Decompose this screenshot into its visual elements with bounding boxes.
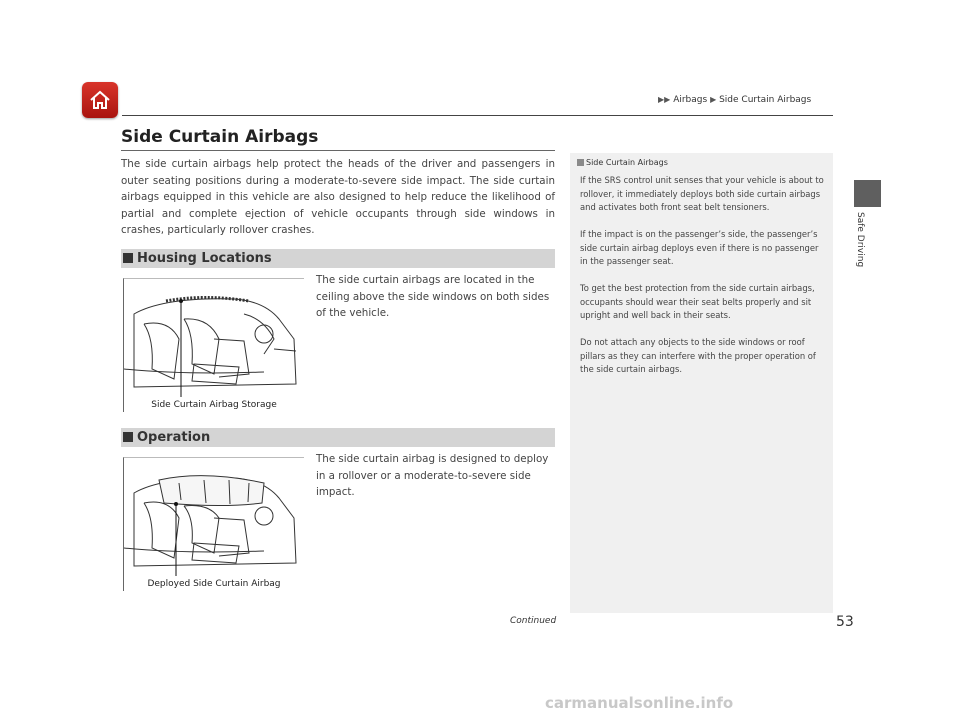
header-divider [122, 115, 833, 116]
section-heading-operation [121, 428, 555, 447]
car-interior-deployed-illustration [124, 458, 304, 591]
sidebar-body [580, 174, 825, 390]
breadcrumb-item-airbags[interactable]: Airbags [673, 95, 708, 105]
car-interior-illustration [124, 279, 304, 412]
watermark: carmanualsonline.info [545, 694, 734, 712]
home-button[interactable] [82, 82, 118, 118]
square-bullet-icon [123, 432, 133, 442]
figure-caption: Deployed Side Curtain Airbag [124, 579, 304, 589]
figure-airbag-deployed [123, 457, 304, 591]
breadcrumb-arrow-icon: ▶ [710, 95, 717, 104]
sidebar-title [577, 158, 668, 167]
sidebar-paragraph: If the impact is on the passenger’s side, the passenger’s side curtain airbag deploys even if there is no passenger in the passenger seat. [580, 229, 819, 266]
breadcrumb [658, 95, 811, 105]
chapter-tab-label[interactable]: Safe Driving [855, 212, 865, 268]
page-number: 53 [836, 614, 854, 630]
section-heading-text: Housing Locations [137, 251, 272, 266]
continued-label: Continued [510, 616, 557, 626]
note-marker-icon [577, 159, 584, 166]
sidebar-paragraph: Do not attach any objects to the side windows or roof pillars as they can interfere with the proper operation of the side curtain airbags. [580, 337, 816, 374]
sidebar-paragraph: If the SRS control unit senses that your vehicle is about to rollover, it immediately deploys both side curtain airbags and activates both front seat belt tensioners. [580, 175, 824, 212]
title-divider [121, 150, 555, 151]
intro-paragraph: The side curtain airbags help protect the heads of the driver and passengers in outer seating positions during a moderate-to-severe side impact. The side curtain airbags equipped in this vehicle are also designed to help reduce the likelihood of partial and complete ejection of vehicle occupants through side windows in crashes, particularly rollover crashes. [121, 158, 555, 236]
home-icon [88, 89, 112, 111]
figure-caption: Side Curtain Airbag Storage [124, 400, 304, 410]
section-text-housing: The side curtain airbags are located in the ceiling above the side windows on both sides of the vehicle. [316, 274, 550, 319]
chapter-tab[interactable] [854, 180, 881, 207]
sidebar-title-text: Side Curtain Airbags [586, 158, 668, 167]
sidebar-paragraph: To get the best protection from the side curtain airbags, occupants should wear their seat belts properly and sit upright and well back in their seats. [580, 283, 815, 320]
section-text-operation: The side curtain airbag is designed to deploy in a rollover or a moderate-to-severe side impact. [316, 453, 549, 498]
section-heading-text: Operation [137, 430, 211, 445]
square-bullet-icon [123, 253, 133, 263]
sidebar-note [570, 153, 833, 613]
page-title: Side Curtain Airbags [121, 127, 319, 147]
breadcrumb-arrow-icon: ▶▶ [658, 95, 671, 104]
breadcrumb-item-current: Side Curtain Airbags [719, 95, 812, 105]
figure-airbag-storage [123, 278, 304, 412]
section-heading-housing [121, 249, 555, 268]
